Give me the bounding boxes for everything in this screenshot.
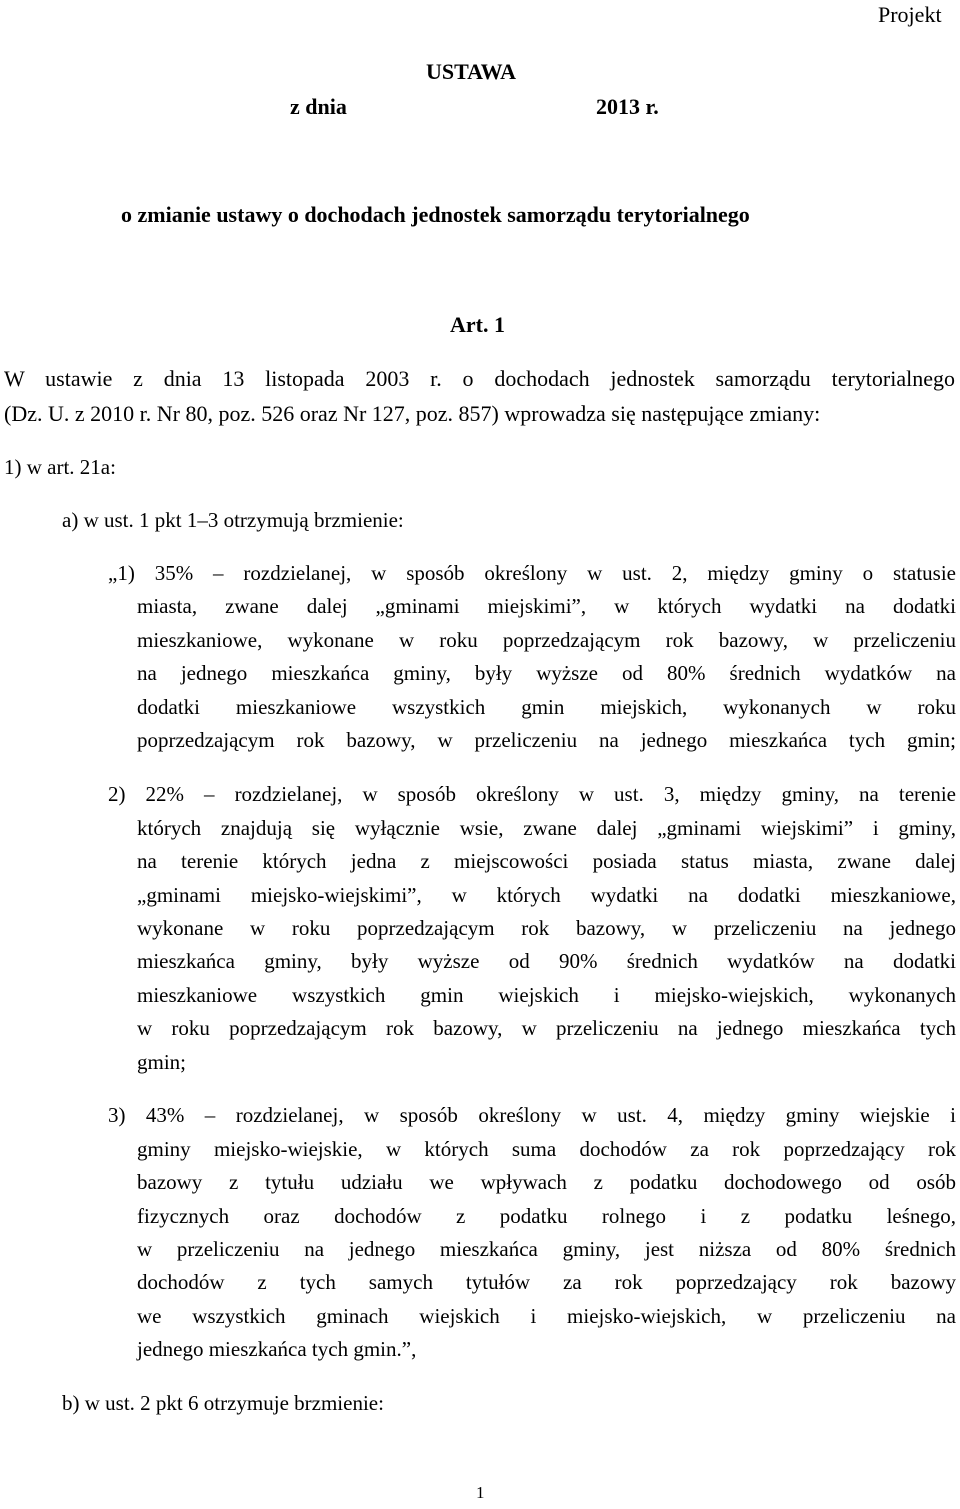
- point-3-line: we wszystkich gminach wiejskich i miejsko-wiejskich, w przeliczeniu na: [137, 1304, 956, 1328]
- point-3-line: gminy miejsko-wiejskie, w których suma dochodów za rok poprzedzający rok: [137, 1137, 956, 1161]
- point-3-line: jednego mieszkańca tych gmin.”,: [137, 1337, 417, 1361]
- intro-line-1: W ustawie z dnia 13 listopada 2003 r. o dochodach jednostek samorządu terytorialnego: [4, 366, 955, 391]
- point-2-line: 2) 22% – rozdzielanej, w sposób określony w ust. 3, między gminy, na terenie: [108, 782, 956, 806]
- point-2-line: gmin;: [137, 1050, 187, 1074]
- point-1-line: dodatki mieszkaniowe wszystkich gmin miejskich, wykonanych w roku: [137, 695, 956, 719]
- page-number: 1: [476, 1483, 485, 1502]
- point-2-line: na terenie których jedna z miejscowości posiada status miasta, zwane dalej: [137, 849, 956, 873]
- point-2-line: których znajdują się wyłącznie wsie, zwane dalej „gminami wiejskimi” i gminy,: [137, 816, 956, 840]
- point-3-line: bazowy z tytułu udziału we wpływach z podatku dochodowego od osób: [137, 1170, 956, 1194]
- point-2-line: mieszkaniowe wszystkich gmin wiejskich i miejsko-wiejskich, wykonanych: [137, 983, 956, 1007]
- point-2-line: w roku poprzedzającym rok bazowy, w przeliczeniu na jednego mieszkańca tych: [137, 1016, 956, 1040]
- point-2-line: mieszkańca gminy, były wyższe od 90% średnich wydatków na dodatki: [137, 949, 956, 973]
- point-1-line: miasta, zwane dalej „gminami miejskimi”, w których wydatki na dodatki: [137, 594, 956, 618]
- draft-label: Projekt: [878, 2, 942, 27]
- point-3-line: fizycznych oraz dochodów z podatku rolnego i z podatku leśnego,: [137, 1204, 956, 1228]
- intro-line-2: (Dz. U. z 2010 r. Nr 80, poz. 526 oraz Nr 127, poz. 857) wprowadza się następujące zmiany:: [4, 401, 821, 426]
- amendment-item-1: 1) w art. 21a:: [4, 455, 116, 479]
- point-2-line: wykonane w roku poprzedzającym rok bazowy, w przeliczeniu na jednego: [137, 916, 956, 940]
- point-3-line: dochodów z tych samych tytułów za rok poprzedzający rok bazowy: [137, 1270, 956, 1294]
- point-1-line: na jednego mieszkańca gminy, były wyższe od 80% średnich wydatków na: [137, 661, 956, 685]
- act-title: o zmianie ustawy o dochodach jednostek samorządu terytorialnego: [121, 202, 750, 227]
- amendment-subitem-a: a) w ust. 1 pkt 1–3 otrzymują brzmienie:: [62, 508, 404, 532]
- act-date-prefix: z dnia: [290, 94, 347, 119]
- point-2-line: „gminami miejsko-wiejskimi”, w których wydatki na dodatki mieszkaniowe,: [137, 883, 956, 907]
- point-1-line: poprzedzającym rok bazowy, w przeliczeniu na jednego mieszkańca tych gmin;: [137, 728, 956, 752]
- amendment-subitem-b: b) w ust. 2 pkt 6 otrzymuje brzmienie:: [62, 1391, 384, 1415]
- act-date-year: 2013 r.: [596, 94, 659, 119]
- point-1-line: mieszkaniowe, wykonane w roku poprzedzającym rok bazowy, w przeliczeniu: [137, 628, 956, 652]
- act-type-heading: USTAWA: [426, 59, 517, 84]
- article-heading: Art. 1: [450, 312, 505, 337]
- point-3-line: 3) 43% – rozdzielanej, w sposób określony w ust. 4, między gminy wiejskie i: [108, 1103, 956, 1127]
- point-1-line: „1) 35% – rozdzielanej, w sposób określony w ust. 2, między gminy o statusie: [108, 561, 956, 585]
- point-3-line: w przeliczeniu na jednego mieszkańca gminy, jest niższa od 80% średnich: [137, 1237, 956, 1261]
